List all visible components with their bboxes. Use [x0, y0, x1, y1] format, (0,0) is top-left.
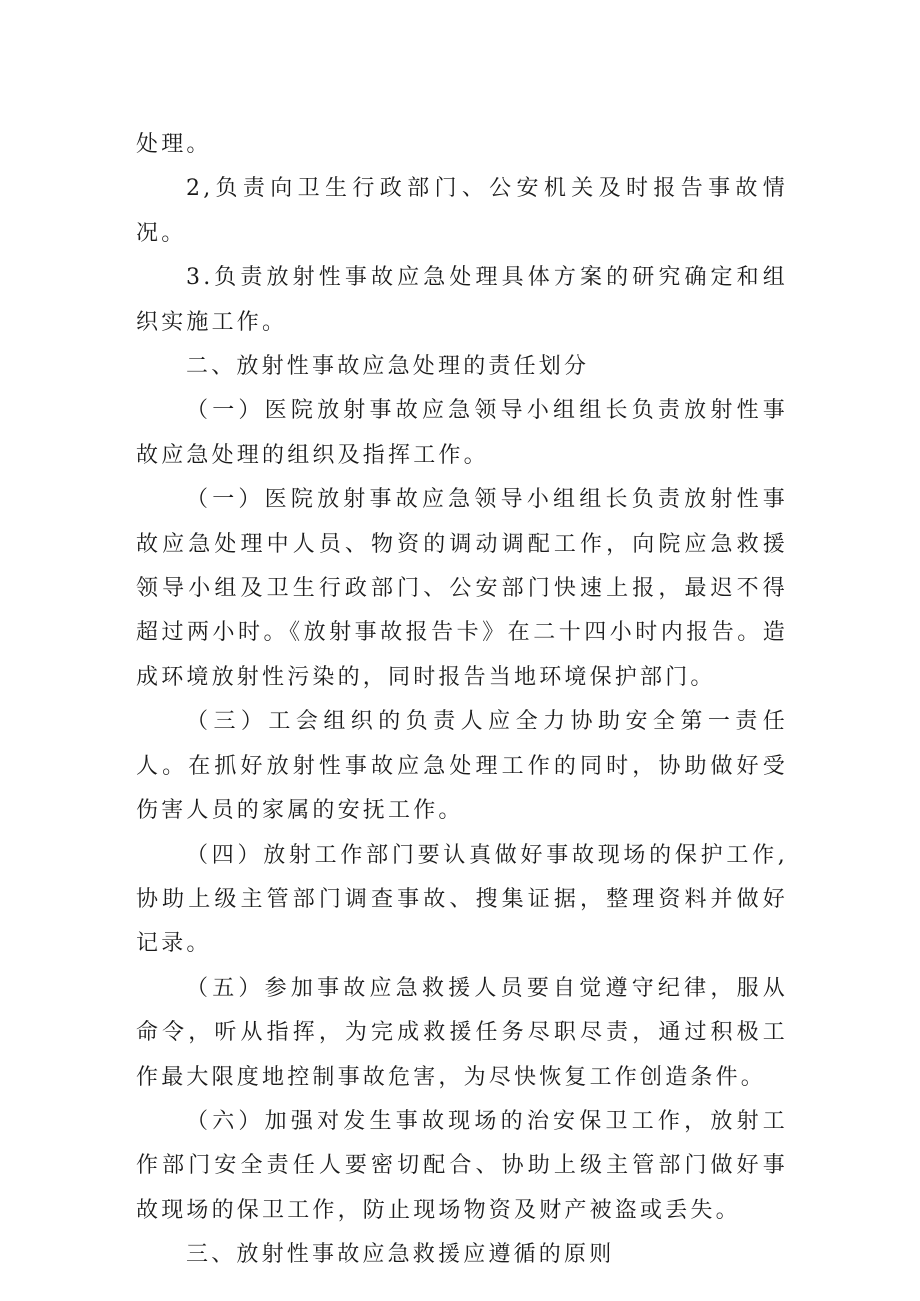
paragraph-clause-4: （四）放射工作部门要认真做好事故现场的保护工作,协助上级主管部门调查事故、搜集证据，整理资料并做好记录。 [136, 842, 788, 957]
paragraph-clause-6: （六）加强对发生事故现场的治安保卫工作，放射工作部门安全责任人要密切配合、协助上级主管部门做好事故现场的保卫工作，防止现场物资及财产被盗或丢失。 [136, 1108, 788, 1223]
document-body [136, 123, 788, 1278]
paragraph-clause-3: （三）工会组织的负责人应全力协助安全第一责任人。在抓好放射性事故应急处理工作的同时，协助做好受伤害人员的家属的安抚工作。 [136, 709, 788, 824]
paragraph-clause-5: （五）参加事故应急救援人员要自觉遵守纪律，服从命令，听从指挥，为完成救援任务尽职尽责，通过积极工作最大限度地控制事故危害，为尽快恢复工作创造条件。 [136, 975, 788, 1090]
paragraph-clause-1b: （一）医院放射事故应急领导小组组长负责放射性事故应急处理中人员、物资的调动调配工作，向院应急救援领导小组及卫生行政部门、公安部门快速上报，最迟不得超过两小时。《放射事故报告卡》在二十四小时内报告。造成环境放射性污染的，同时报告当地环境保护部门。 [136, 487, 788, 690]
paragraph-clause-1a: （一）医院放射事故应急领导小组组长负责放射性事故应急处理的组织及指挥工作。 [136, 398, 788, 468]
paragraph-item-2: 2,负责向卫生行政部门、公安机关及时报告事故情况。 [136, 176, 788, 246]
paragraph-continuation: 处理。 [136, 132, 212, 157]
section-heading-2: 二、放射性事故应急处理的责任划分 [186, 354, 590, 380]
section-heading-3: 三、放射性事故应急救援应遵循的原则 [186, 1242, 615, 1268]
paragraph-item-3: 3.负责放射性事故应急处理具体方案的研究确定和组织实施工作。 [136, 265, 788, 335]
